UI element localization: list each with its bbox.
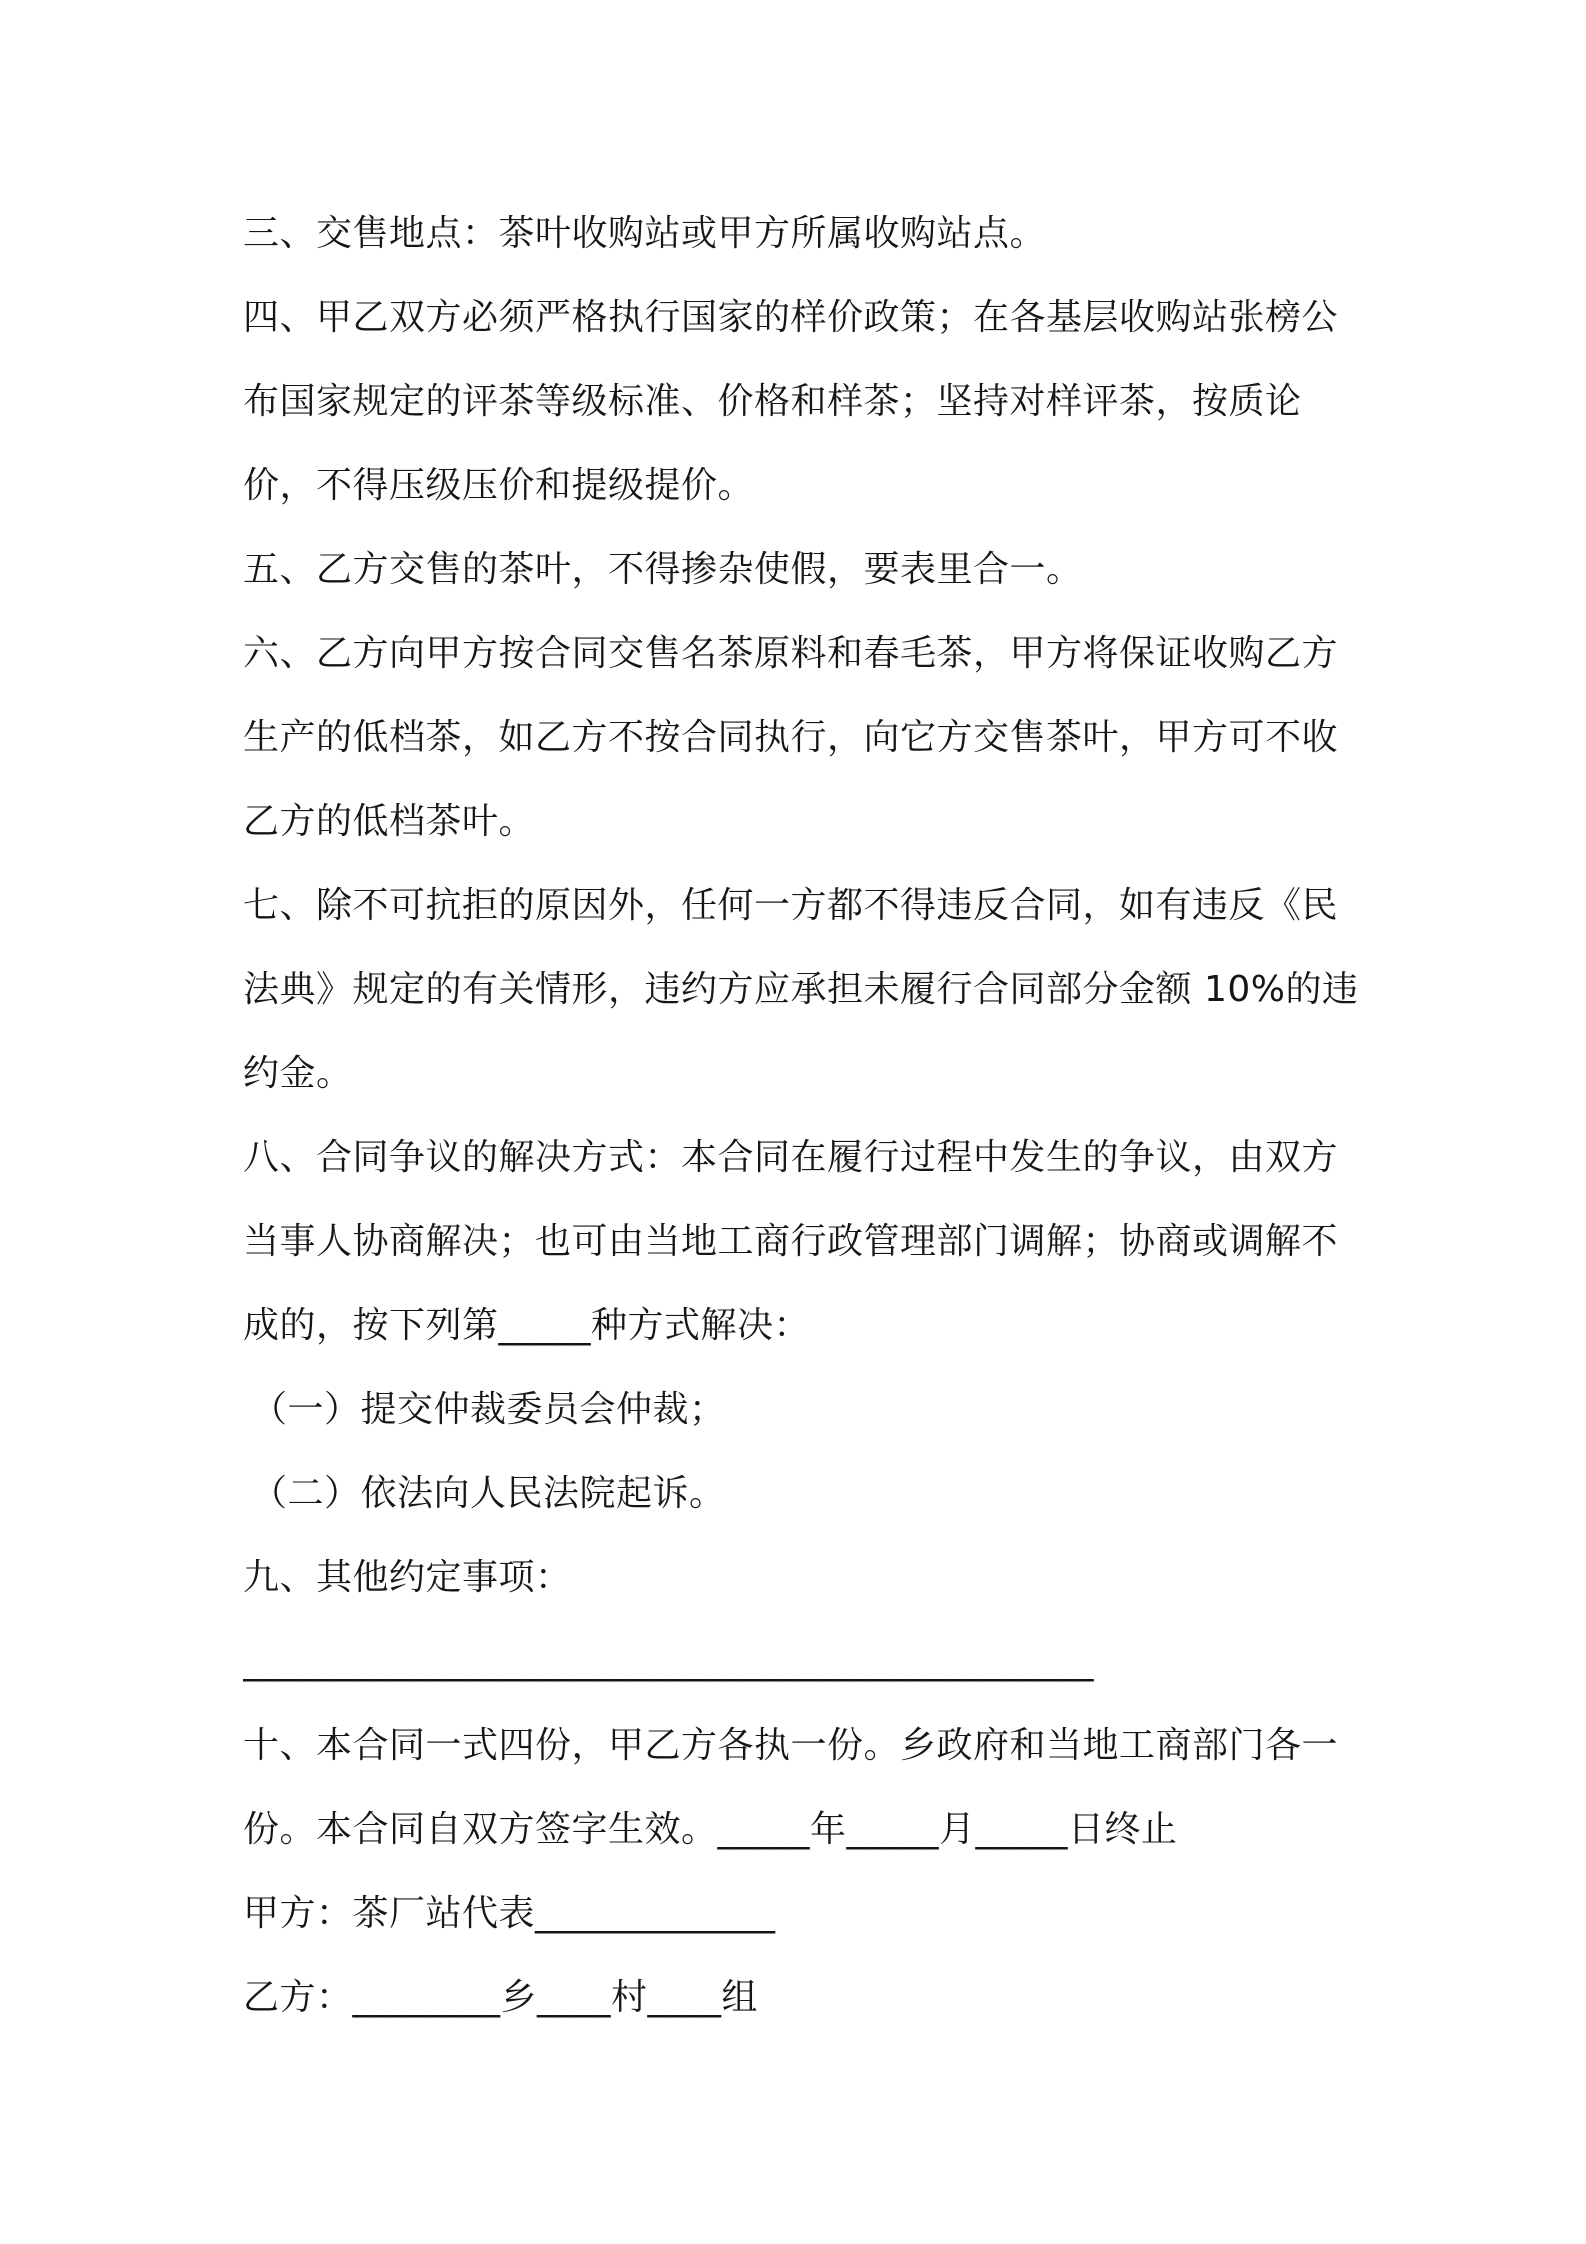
clause-5-quality: 五、乙方交售的茶叶，不得掺杂使假，要表里合一。 bbox=[243, 549, 1083, 590]
clause-8-option-2: （二）依法向人民法院起诉。 bbox=[251, 1473, 726, 1514]
clause-10-copies-effective: 十、本合同一式四份，甲乙方各执一份。乡政府和当地工商部门各一份。本合同自双方签字生效。_____年_____月_____日终止 bbox=[243, 1725, 1339, 1850]
clause-9-blank-line: ______________________________________________ bbox=[243, 1641, 1094, 1682]
clause-8-dispute-resolution: 八、合同争议的解决方式：本合同在履行过程中发生的争议，由双方当事人协商解决；也可由当地工商行政管理部门调解；协商或调解不成的，按下列第_____种方式解决： bbox=[243, 1137, 1339, 1346]
party-a-signature-line: 甲方：茶厂站代表_____________ bbox=[243, 1893, 776, 1934]
party-b-signature-line: 乙方：________乡____村____组 bbox=[243, 1977, 759, 2018]
clause-8-option-1: （一）提交仲裁委员会仲裁； bbox=[251, 1389, 726, 1430]
clause-7-breach: 七、除不可抗拒的原因外，任何一方都不得违反合同，如有违反《民法典》规定的有关情形，违约方应承担未履行合同部分金额 10%的违约金。 bbox=[243, 885, 1359, 1094]
clause-9-other-terms: 九、其他约定事项： bbox=[243, 1557, 572, 1598]
clause-6-purchase-guarantee: 六、乙方向甲方按合同交售名茶原料和春毛茶，甲方将保证收购乙方生产的低档茶，如乙方不按合同执行，向它方交售茶叶，甲方可不收乙方的低档茶叶。 bbox=[243, 633, 1339, 842]
clause-3-delivery-location: 三、交售地点：茶叶收购站或甲方所属收购站点。 bbox=[243, 213, 1047, 254]
contract-body bbox=[243, 192, 1363, 2040]
clause-4-pricing-policy: 四、甲乙双方必须严格执行国家的样价政策；在各基层收购站张榜公布国家规定的评茶等级标准、价格和样茶；坚持对样评茶，按质论价，不得压级压价和提级提价。 bbox=[243, 297, 1339, 506]
